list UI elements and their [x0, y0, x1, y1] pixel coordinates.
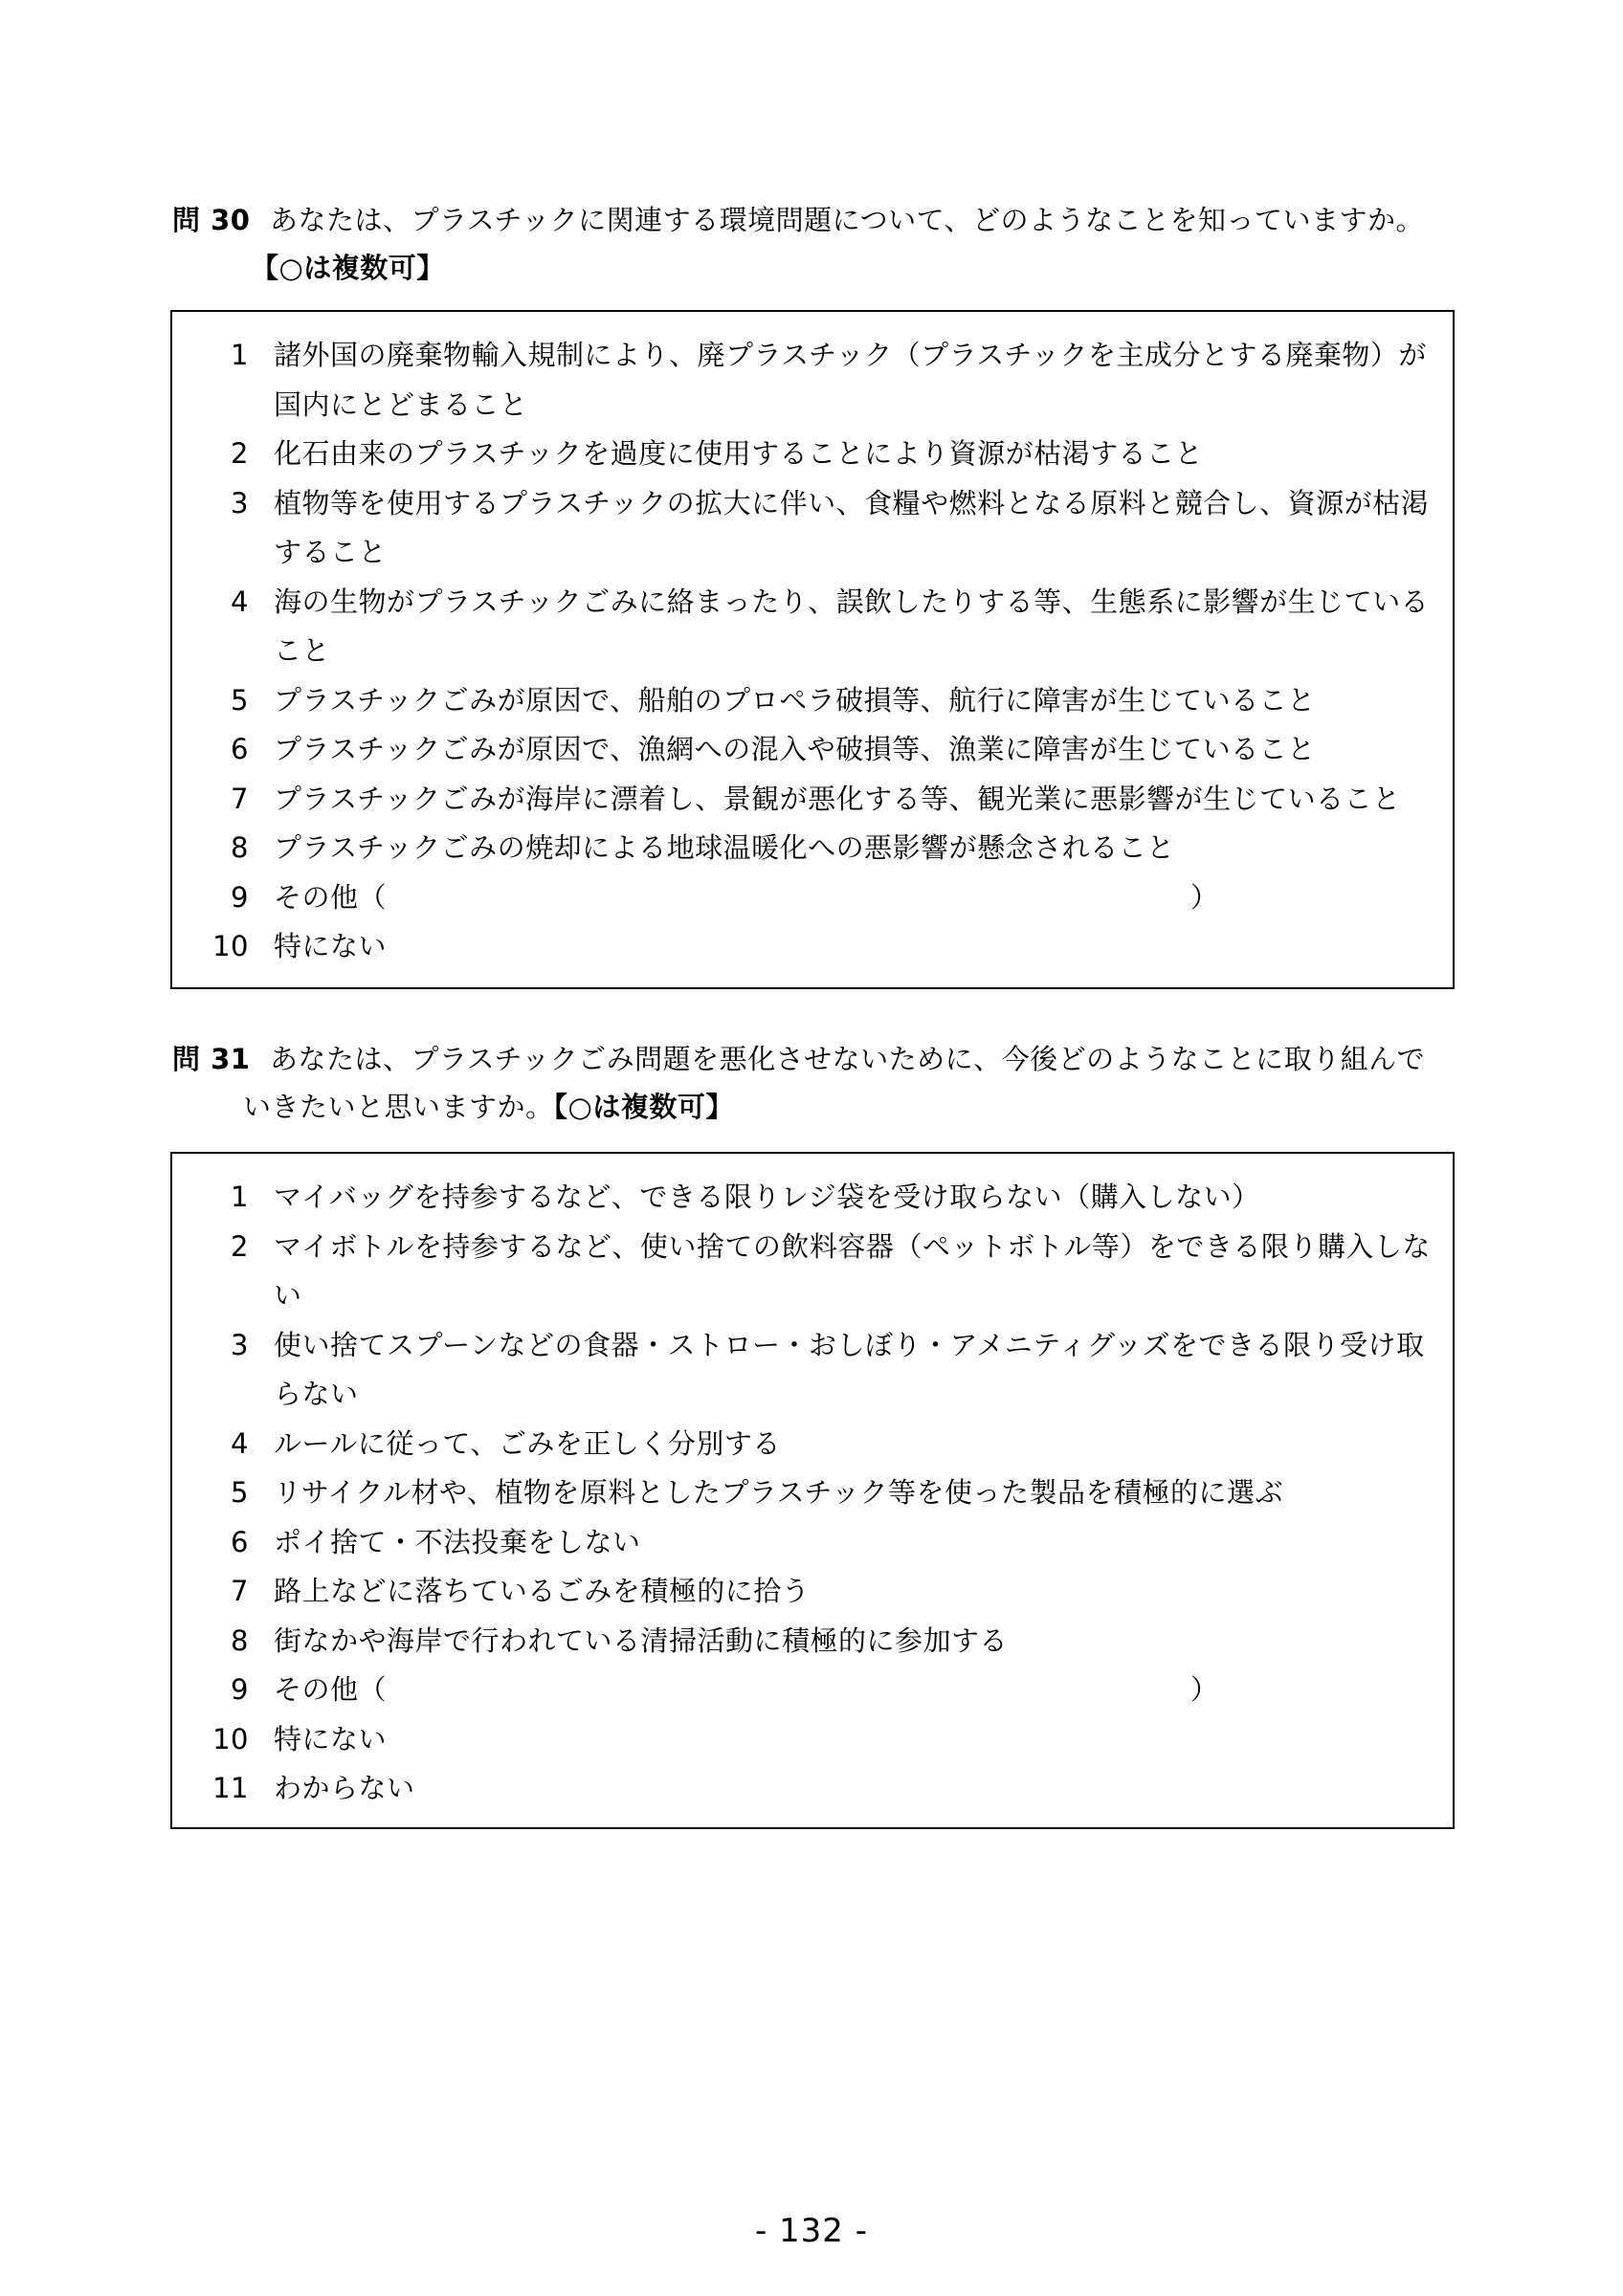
- option-item: [172, 676, 1453, 726]
- option-text: リサイクル材や、植物を原料としたプラスチック等を使った製品を積極的に選ぶ: [274, 1476, 1284, 1509]
- question-31-number: 問 31: [172, 1043, 251, 1075]
- option-number: 3: [231, 486, 249, 519]
- option-item: [172, 1223, 1453, 1272]
- question-30-number: 問 30: [172, 204, 251, 236]
- option-number: 7: [231, 1575, 249, 1607]
- option-text: プラスチックごみが海岸に漂着し、景観が悪化する等、観光業に悪影響が生じていること: [274, 782, 1401, 815]
- option-number: 6: [231, 733, 249, 765]
- option-item: [172, 775, 1453, 825]
- option-item-continuation: [172, 528, 1453, 578]
- question-30-line1: [172, 196, 1455, 244]
- option-number: 4: [231, 585, 249, 618]
- question-31-text: あなたは、プラスチックごみ問題を悪化させないために、今後どのようなことに取り組んで: [270, 1043, 1426, 1075]
- option-text: 化石由来のプラスチックを過度に使用することにより資源が枯渇すること: [274, 437, 1204, 470]
- option-number: 2: [231, 1229, 249, 1263]
- option-item-continuation: [172, 1370, 1453, 1420]
- option-text: 使い捨てスプーンなどの食器・ストロー・おしぼり・アメニティグッズをできる限り受け取: [274, 1328, 1425, 1361]
- question-31: [172, 1035, 1455, 1131]
- question-30: [172, 196, 1455, 292]
- option-text: 国内にとどまること: [274, 387, 528, 421]
- option-number: 6: [231, 1525, 249, 1558]
- question-30-line2: [172, 244, 1455, 292]
- option-text: 植物等を使用するプラスチックの拡大に伴い、食糧や燃料となる原料と競合し、資源が枯渇: [274, 486, 1430, 519]
- option-text: すること: [274, 536, 388, 568]
- option-text: 海の生物がプラスチックごみに絡まったり、誤飲したりする等、生態系に影響が生じている: [274, 585, 1430, 618]
- option-number: [172, 627, 274, 676]
- option-item-continuation: [172, 1271, 1453, 1321]
- option-number: 2: [231, 437, 249, 470]
- option-number: 1: [231, 1181, 249, 1213]
- option-item: [172, 1764, 1453, 1814]
- option-number: [172, 381, 274, 430]
- option-text: い: [274, 1279, 302, 1312]
- option-text: 街なかや海岸で行われている清掃活動に積極的に参加する: [274, 1623, 1009, 1657]
- option-text: マイバッグを持参するなど、できる限りレジ袋を受け取らない（購入しない）: [274, 1181, 1260, 1213]
- option-text: 路上などに落ちているごみを積極的に拾う: [274, 1575, 811, 1607]
- option-text: わからない: [274, 1772, 415, 1804]
- option-number: 3: [231, 1328, 249, 1361]
- option-text: その他（: [274, 880, 388, 914]
- option-number: 5: [231, 683, 249, 717]
- question-30-options-box: [170, 310, 1455, 989]
- option-text: ルールに従って、ごみを正しく分別する: [274, 1426, 781, 1460]
- option-text: プラスチックごみの焼却による地球温暖化への悪影響が懸念されること: [274, 831, 1175, 864]
- option-number: 10: [212, 930, 249, 962]
- option-text: 特にない: [274, 1722, 388, 1755]
- option-number: 1: [231, 339, 249, 371]
- option-item: [172, 1666, 1453, 1715]
- option-item: [172, 1715, 1453, 1765]
- option-text: ポイ捨て・不法投棄をしない: [274, 1525, 641, 1558]
- question-31-options-box: [170, 1152, 1455, 1829]
- question-30-text: あなたは、プラスチックに関連する環境問題について、どのようなことを知っていますか。: [270, 204, 1425, 236]
- option-text: プラスチックごみが原因で、漁網への混入や破損等、漁業に障害が生じていること: [274, 733, 1316, 765]
- option-item: [172, 1420, 1453, 1469]
- option-number: [172, 528, 274, 578]
- option-number: [172, 1271, 274, 1321]
- option-text: こと: [274, 634, 331, 667]
- option-number: 9: [231, 880, 249, 914]
- option-number: 8: [231, 831, 249, 864]
- option-number: [172, 1370, 274, 1420]
- option-item: [172, 725, 1453, 775]
- question-30-note: 【○は複数可】: [251, 252, 445, 284]
- page-number: - 132 -: [754, 2212, 869, 2250]
- other-close-paren: ）: [1190, 880, 1219, 914]
- option-number: 9: [231, 1673, 249, 1706]
- option-number: 5: [231, 1476, 249, 1509]
- option-item: [172, 1518, 1453, 1568]
- question-31-line1: [172, 1035, 1455, 1083]
- option-item: [172, 331, 1453, 381]
- option-item: [172, 873, 1453, 923]
- option-item: [172, 922, 1453, 972]
- option-text: 特にない: [274, 930, 388, 962]
- option-text: プラスチックごみが原因で、船舶のプロペラ破損等、航行に障害が生じていること: [274, 683, 1316, 717]
- option-text: 諸外国の廃棄物輸入規制により、廃プラスチック（プラスチックを主成分とする廃棄物）が: [274, 339, 1427, 371]
- option-text: らない: [274, 1378, 359, 1410]
- option-item: [172, 1617, 1453, 1667]
- option-number: 11: [212, 1772, 249, 1804]
- option-item: [172, 479, 1453, 529]
- option-item-continuation: [172, 381, 1453, 430]
- option-number: 8: [231, 1623, 249, 1657]
- question-31-line2: [172, 1083, 1455, 1131]
- question-31-note: 【○は複数可】: [553, 1091, 734, 1123]
- option-item: [172, 1321, 1453, 1371]
- option-item: [172, 430, 1453, 479]
- option-number: 10: [212, 1722, 249, 1755]
- option-number: 7: [231, 782, 249, 815]
- option-item: [172, 1567, 1453, 1617]
- question-31-text-cont: いきたいと思いますか。: [243, 1091, 554, 1123]
- option-item: [172, 824, 1453, 873]
- option-item-continuation: [172, 627, 1453, 676]
- option-item: [172, 1173, 1453, 1223]
- option-item: [172, 578, 1453, 628]
- option-text: その他（: [274, 1673, 388, 1706]
- other-close-paren: ）: [1190, 1673, 1219, 1706]
- option-text: マイボトルを持参するなど、使い捨ての飲料容器（ペットボトル等）をできる限り購入しな: [274, 1229, 1431, 1263]
- option-number: 4: [231, 1426, 249, 1460]
- option-item: [172, 1468, 1453, 1518]
